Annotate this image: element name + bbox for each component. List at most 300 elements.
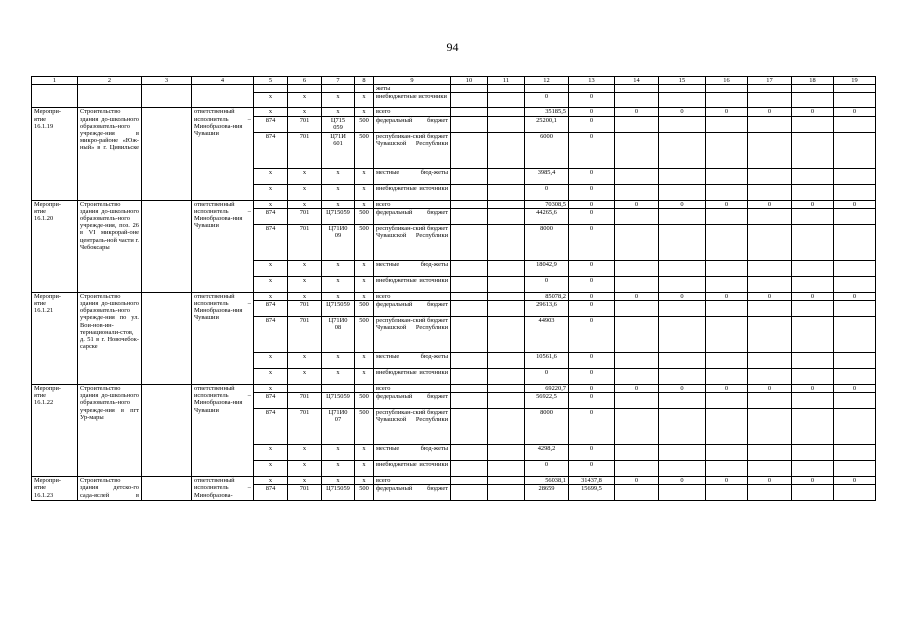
code-cell: Ц71И0 08 bbox=[322, 317, 355, 353]
code-cell: x bbox=[254, 200, 288, 208]
empty-cell bbox=[615, 409, 659, 445]
code-cell: 500 bbox=[355, 116, 374, 132]
column-header: 18 bbox=[792, 77, 834, 85]
amount-cell: 0 bbox=[569, 224, 615, 260]
funding-source: местные бюд-жеты bbox=[374, 353, 451, 369]
amount-cell: 8000 bbox=[525, 224, 569, 260]
code-cell: 701 bbox=[288, 393, 322, 409]
amount-cell: 0 bbox=[525, 93, 569, 108]
empty-cell bbox=[792, 132, 834, 168]
code-cell: x bbox=[355, 353, 374, 369]
funding-source: внебюджетные источники bbox=[374, 369, 451, 385]
empty-cell bbox=[659, 116, 706, 132]
empty-cell bbox=[451, 369, 488, 385]
empty-cell bbox=[792, 93, 834, 108]
empty-cell bbox=[834, 93, 876, 108]
empty-cell bbox=[525, 85, 569, 93]
empty-cell bbox=[659, 445, 706, 461]
amount-cell: 0 bbox=[569, 461, 615, 477]
empty-cell bbox=[792, 301, 834, 317]
empty-cell bbox=[488, 353, 525, 369]
amount-cell: 0 bbox=[569, 184, 615, 200]
executor: ответственный исполнитель – Минобразова-ния Чувашии bbox=[192, 108, 254, 200]
code-cell: Ц71И 601 bbox=[322, 132, 355, 168]
empty-cell bbox=[451, 168, 488, 184]
code-cell: x bbox=[322, 369, 355, 385]
empty-cell bbox=[659, 485, 706, 501]
empty-cell bbox=[488, 485, 525, 501]
amount-cell: 0 bbox=[569, 301, 615, 317]
code-cell bbox=[288, 385, 322, 393]
amount-cell: 0 bbox=[706, 477, 748, 485]
code-cell: Ц715059 bbox=[322, 393, 355, 409]
amount-cell: 44265,6 bbox=[525, 208, 569, 224]
empty-cell bbox=[451, 93, 488, 108]
empty-cell bbox=[748, 409, 792, 445]
empty-cell bbox=[451, 184, 488, 200]
funding-source: федеральный бюджет bbox=[374, 485, 451, 501]
empty-cell bbox=[748, 276, 792, 292]
code-cell: x bbox=[254, 93, 288, 108]
empty-cell bbox=[451, 393, 488, 409]
empty-cell bbox=[792, 276, 834, 292]
empty-cell bbox=[748, 461, 792, 477]
code-cell: x bbox=[288, 369, 322, 385]
empty-cell bbox=[706, 317, 748, 353]
code-cell: 500 bbox=[355, 301, 374, 317]
amount-cell: 56038,1 bbox=[525, 477, 569, 485]
code-cell: 874 bbox=[254, 116, 288, 132]
amount-cell: 0 bbox=[706, 385, 748, 393]
amount-cell: 0 bbox=[834, 200, 876, 208]
column-header: 11 bbox=[488, 77, 525, 85]
empty-cell bbox=[706, 301, 748, 317]
empty-cell bbox=[78, 85, 142, 108]
amount-cell: 56922,5 bbox=[525, 393, 569, 409]
empty-cell bbox=[615, 276, 659, 292]
code-cell: Ц71И0 09 bbox=[322, 224, 355, 260]
table-row bbox=[32, 477, 876, 485]
code-cell: Ц715 059 bbox=[322, 116, 355, 132]
empty-cell bbox=[142, 385, 192, 477]
amount-cell: 0 bbox=[706, 108, 748, 116]
amount-cell: 0 bbox=[525, 184, 569, 200]
empty-cell bbox=[451, 208, 488, 224]
amount-cell: 0 bbox=[569, 292, 615, 300]
empty-cell bbox=[706, 132, 748, 168]
amount-cell: 31437,8 bbox=[569, 477, 615, 485]
measure-name: Строительство здания до-школьного образователь-ного учрежде-ния, поз. 26 в VI микрорай-оне централь-ной части г. Чебоксары bbox=[78, 200, 142, 292]
code-cell: x bbox=[322, 93, 355, 108]
empty-cell bbox=[451, 276, 488, 292]
amount-cell: 25200,1 bbox=[525, 116, 569, 132]
amount-cell: 85078,2 bbox=[525, 292, 569, 300]
code-cell: 701 bbox=[288, 301, 322, 317]
column-header: 16 bbox=[706, 77, 748, 85]
empty-cell bbox=[451, 224, 488, 260]
empty-cell bbox=[706, 260, 748, 276]
amount-cell: 0 bbox=[615, 292, 659, 300]
empty-cell bbox=[254, 85, 288, 93]
empty-cell bbox=[451, 461, 488, 477]
amount-cell: 15699,5 bbox=[569, 485, 615, 501]
empty-cell bbox=[451, 385, 488, 393]
funding-source: местные бюд-жеты bbox=[374, 260, 451, 276]
code-cell: x bbox=[355, 276, 374, 292]
empty-cell bbox=[615, 93, 659, 108]
amount-cell: 70308,5 bbox=[525, 200, 569, 208]
empty-cell bbox=[834, 317, 876, 353]
executor: ответственный исполнитель – Минобразова- bbox=[192, 477, 254, 501]
empty-cell bbox=[792, 184, 834, 200]
empty-cell bbox=[834, 85, 876, 93]
table-row bbox=[32, 292, 876, 300]
empty-cell bbox=[488, 208, 525, 224]
funding-source: местные бюд-жеты bbox=[374, 168, 451, 184]
amount-cell: 0 bbox=[569, 445, 615, 461]
code-cell: x bbox=[254, 276, 288, 292]
empty-cell bbox=[659, 132, 706, 168]
column-header: 10 bbox=[451, 77, 488, 85]
empty-cell bbox=[706, 353, 748, 369]
amount-cell: 0 bbox=[792, 108, 834, 116]
empty-cell bbox=[659, 369, 706, 385]
empty-cell bbox=[834, 116, 876, 132]
code-cell: x bbox=[355, 108, 374, 116]
empty-cell bbox=[488, 93, 525, 108]
table-row bbox=[32, 108, 876, 116]
amount-cell: 0 bbox=[615, 385, 659, 393]
empty-cell bbox=[488, 369, 525, 385]
empty-cell bbox=[659, 224, 706, 260]
empty-cell bbox=[706, 461, 748, 477]
amount-cell: 0 bbox=[834, 108, 876, 116]
amount-cell: 0 bbox=[792, 200, 834, 208]
empty-cell bbox=[706, 224, 748, 260]
code-cell: x bbox=[322, 292, 355, 300]
code-cell: x bbox=[288, 477, 322, 485]
empty-cell bbox=[792, 369, 834, 385]
empty-cell bbox=[488, 461, 525, 477]
empty-cell bbox=[451, 200, 488, 208]
code-cell: x bbox=[288, 353, 322, 369]
code-cell: Ц715059 bbox=[322, 485, 355, 501]
measure-name: Строительство здания детско-го сада-яслей в bbox=[78, 477, 142, 501]
empty-cell bbox=[748, 132, 792, 168]
empty-cell bbox=[834, 301, 876, 317]
empty-cell bbox=[615, 301, 659, 317]
amount-cell: 0 bbox=[615, 477, 659, 485]
empty-cell bbox=[451, 409, 488, 445]
funding-source: местные бюд-жеты bbox=[374, 445, 451, 461]
funding-source: внебюджетные источники bbox=[374, 461, 451, 477]
code-cell: x bbox=[254, 461, 288, 477]
amount-cell: 44903 bbox=[525, 317, 569, 353]
code-cell: 874 bbox=[254, 301, 288, 317]
code-cell: x bbox=[288, 461, 322, 477]
empty-cell bbox=[792, 116, 834, 132]
code-cell: 701 bbox=[288, 224, 322, 260]
amount-cell: 0 bbox=[792, 477, 834, 485]
empty-cell bbox=[792, 485, 834, 501]
measure-id: Меропри- ятие 16.1.20 bbox=[32, 200, 78, 292]
code-cell: Ц715059 bbox=[322, 301, 355, 317]
empty-cell bbox=[706, 409, 748, 445]
code-cell: x bbox=[355, 168, 374, 184]
empty-cell bbox=[451, 445, 488, 461]
empty-cell bbox=[615, 445, 659, 461]
empty-cell bbox=[488, 409, 525, 445]
funding-source: жеты bbox=[374, 85, 451, 93]
empty-cell bbox=[748, 184, 792, 200]
empty-cell bbox=[748, 260, 792, 276]
executor: ответственный исполнитель – Минобразова-ния Чувашии bbox=[192, 292, 254, 384]
amount-cell: 0 bbox=[569, 276, 615, 292]
amount-cell: 0 bbox=[569, 208, 615, 224]
empty-cell bbox=[834, 369, 876, 385]
amount-cell: 0 bbox=[834, 385, 876, 393]
table-row bbox=[32, 77, 876, 85]
code-cell: x bbox=[254, 445, 288, 461]
amount-cell: 0 bbox=[748, 292, 792, 300]
amount-cell: 0 bbox=[525, 461, 569, 477]
empty-cell bbox=[615, 461, 659, 477]
amount-cell: 0 bbox=[569, 353, 615, 369]
empty-cell bbox=[615, 369, 659, 385]
empty-cell bbox=[748, 317, 792, 353]
amount-cell: 0 bbox=[569, 116, 615, 132]
budget-table bbox=[31, 76, 876, 501]
empty-cell bbox=[792, 353, 834, 369]
amount-cell: 0 bbox=[569, 369, 615, 385]
empty-cell bbox=[748, 93, 792, 108]
funding-source: республикан-ский бюджет Чувашской Республики bbox=[374, 224, 451, 260]
amount-cell: 6000 bbox=[525, 132, 569, 168]
measure-id: Меропри- ятие 16.1.23 bbox=[32, 477, 78, 501]
empty-cell bbox=[488, 224, 525, 260]
amount-cell: 0 bbox=[659, 477, 706, 485]
empty-cell bbox=[706, 184, 748, 200]
empty-cell bbox=[488, 260, 525, 276]
funding-source: всего bbox=[374, 385, 451, 393]
funding-source: внебюджетные источники bbox=[374, 184, 451, 200]
empty-cell bbox=[488, 85, 525, 93]
code-cell: x bbox=[254, 108, 288, 116]
empty-cell bbox=[834, 445, 876, 461]
code-cell: 874 bbox=[254, 317, 288, 353]
amount-cell: 0 bbox=[792, 385, 834, 393]
empty-cell bbox=[706, 85, 748, 93]
empty-cell bbox=[706, 445, 748, 461]
code-cell: x bbox=[288, 108, 322, 116]
measure-name: Строительство здания до-школьного образователь-ного учрежде-ния в микро-районе «Юж-ный» в г. Цивильске bbox=[78, 108, 142, 200]
code-cell: 500 bbox=[355, 224, 374, 260]
code-cell: x bbox=[288, 445, 322, 461]
empty-cell bbox=[615, 168, 659, 184]
amount-cell: 0 bbox=[834, 477, 876, 485]
amount-cell: 18042,9 bbox=[525, 260, 569, 276]
amount-cell: 0 bbox=[748, 477, 792, 485]
amount-cell: 10561,6 bbox=[525, 353, 569, 369]
code-cell: x bbox=[288, 93, 322, 108]
empty-cell bbox=[834, 461, 876, 477]
empty-cell bbox=[192, 85, 254, 108]
code-cell: x bbox=[288, 292, 322, 300]
empty-cell bbox=[488, 385, 525, 393]
empty-cell bbox=[569, 85, 615, 93]
empty-cell bbox=[322, 85, 355, 93]
amount-cell: 0 bbox=[569, 409, 615, 445]
empty-cell bbox=[659, 184, 706, 200]
amount-cell: 0 bbox=[706, 200, 748, 208]
amount-cell: 0 bbox=[569, 385, 615, 393]
amount-cell: 0 bbox=[659, 200, 706, 208]
amount-cell: 0 bbox=[569, 393, 615, 409]
code-cell: 701 bbox=[288, 116, 322, 132]
empty-cell bbox=[834, 393, 876, 409]
empty-cell bbox=[706, 393, 748, 409]
empty-cell bbox=[834, 168, 876, 184]
code-cell: 701 bbox=[288, 132, 322, 168]
empty-cell bbox=[834, 184, 876, 200]
empty-cell bbox=[706, 369, 748, 385]
code-cell: x bbox=[355, 369, 374, 385]
empty-cell bbox=[659, 393, 706, 409]
code-cell: x bbox=[322, 200, 355, 208]
amount-cell: 0 bbox=[525, 276, 569, 292]
empty-cell bbox=[659, 409, 706, 445]
table-row bbox=[32, 385, 876, 393]
amount-cell: 28659 bbox=[525, 485, 569, 501]
empty-cell bbox=[748, 168, 792, 184]
funding-source: федеральный бюджет bbox=[374, 393, 451, 409]
empty-cell bbox=[142, 292, 192, 384]
code-cell: 500 bbox=[355, 317, 374, 353]
code-cell: x bbox=[288, 276, 322, 292]
empty-cell bbox=[488, 276, 525, 292]
empty-cell bbox=[451, 317, 488, 353]
empty-cell bbox=[792, 317, 834, 353]
empty-cell bbox=[792, 224, 834, 260]
empty-cell bbox=[488, 184, 525, 200]
amount-cell: 0 bbox=[569, 168, 615, 184]
amount-cell: 0 bbox=[706, 292, 748, 300]
empty-cell bbox=[288, 85, 322, 93]
empty-cell bbox=[792, 208, 834, 224]
executor: ответственный исполнитель – Минобразова-ния Чувашии bbox=[192, 385, 254, 477]
funding-source: федеральный бюджет bbox=[374, 301, 451, 317]
empty-cell bbox=[451, 85, 488, 93]
amount-cell: 0 bbox=[659, 108, 706, 116]
code-cell: x bbox=[355, 292, 374, 300]
empty-cell bbox=[659, 168, 706, 184]
empty-cell bbox=[615, 485, 659, 501]
empty-cell bbox=[792, 260, 834, 276]
empty-cell bbox=[659, 461, 706, 477]
empty-cell bbox=[834, 224, 876, 260]
code-cell: 500 bbox=[355, 132, 374, 168]
code-cell: x bbox=[355, 445, 374, 461]
amount-cell: 4298,2 bbox=[525, 445, 569, 461]
empty-cell bbox=[615, 353, 659, 369]
empty-cell bbox=[615, 116, 659, 132]
empty-cell bbox=[834, 260, 876, 276]
empty-cell bbox=[488, 301, 525, 317]
code-cell: x bbox=[288, 200, 322, 208]
empty-cell bbox=[488, 200, 525, 208]
code-cell: x bbox=[322, 260, 355, 276]
measure-id: Меропри- ятие 16.1.21 bbox=[32, 292, 78, 384]
executor: ответственный исполнитель – Минобразова-ния Чувашии bbox=[192, 200, 254, 292]
empty-cell bbox=[659, 93, 706, 108]
empty-cell bbox=[451, 292, 488, 300]
empty-cell bbox=[748, 116, 792, 132]
code-cell: x bbox=[355, 93, 374, 108]
empty-cell bbox=[142, 200, 192, 292]
amount-cell: 0 bbox=[659, 292, 706, 300]
code-cell: x bbox=[355, 260, 374, 276]
empty-cell bbox=[451, 477, 488, 485]
amount-cell: 0 bbox=[615, 108, 659, 116]
funding-source: внебюджетные источники bbox=[374, 93, 451, 108]
measure-id: Меропри- ятие 16.1.19 bbox=[32, 108, 78, 200]
funding-source: всего bbox=[374, 292, 451, 300]
code-cell: x bbox=[322, 477, 355, 485]
empty-cell bbox=[706, 93, 748, 108]
code-cell: 874 bbox=[254, 393, 288, 409]
amount-cell: 0 bbox=[748, 200, 792, 208]
empty-cell bbox=[792, 461, 834, 477]
amount-cell: 0 bbox=[615, 200, 659, 208]
amount-cell: 0 bbox=[659, 385, 706, 393]
amount-cell: 69220,7 bbox=[525, 385, 569, 393]
code-cell: Ц715059 bbox=[322, 208, 355, 224]
code-cell: 874 bbox=[254, 485, 288, 501]
column-header: 2 bbox=[78, 77, 142, 85]
code-cell: 701 bbox=[288, 208, 322, 224]
empty-cell bbox=[615, 260, 659, 276]
empty-cell bbox=[748, 353, 792, 369]
amount-cell: 0 bbox=[569, 317, 615, 353]
code-cell: x bbox=[254, 477, 288, 485]
empty-cell bbox=[792, 85, 834, 93]
amount-cell: 0 bbox=[748, 385, 792, 393]
code-cell: 500 bbox=[355, 409, 374, 445]
funding-source: республикан-ский бюджет Чувашской Республики bbox=[374, 409, 451, 445]
empty-cell bbox=[792, 393, 834, 409]
empty-cell bbox=[488, 477, 525, 485]
empty-cell bbox=[488, 317, 525, 353]
empty-cell bbox=[451, 301, 488, 317]
empty-cell bbox=[748, 85, 792, 93]
empty-cell bbox=[615, 208, 659, 224]
empty-cell bbox=[142, 477, 192, 501]
empty-cell bbox=[142, 85, 192, 108]
empty-cell bbox=[706, 168, 748, 184]
empty-cell bbox=[451, 132, 488, 168]
funding-source: республикан-ский бюджет Чувашской Республики bbox=[374, 317, 451, 353]
empty-cell bbox=[659, 208, 706, 224]
column-header: 3 bbox=[142, 77, 192, 85]
amount-cell: 0 bbox=[569, 93, 615, 108]
empty-cell bbox=[748, 224, 792, 260]
empty-cell bbox=[834, 132, 876, 168]
column-header: 14 bbox=[615, 77, 659, 85]
code-cell: x bbox=[322, 108, 355, 116]
code-cell: x bbox=[355, 184, 374, 200]
code-cell: x bbox=[254, 385, 288, 393]
code-cell: x bbox=[288, 168, 322, 184]
